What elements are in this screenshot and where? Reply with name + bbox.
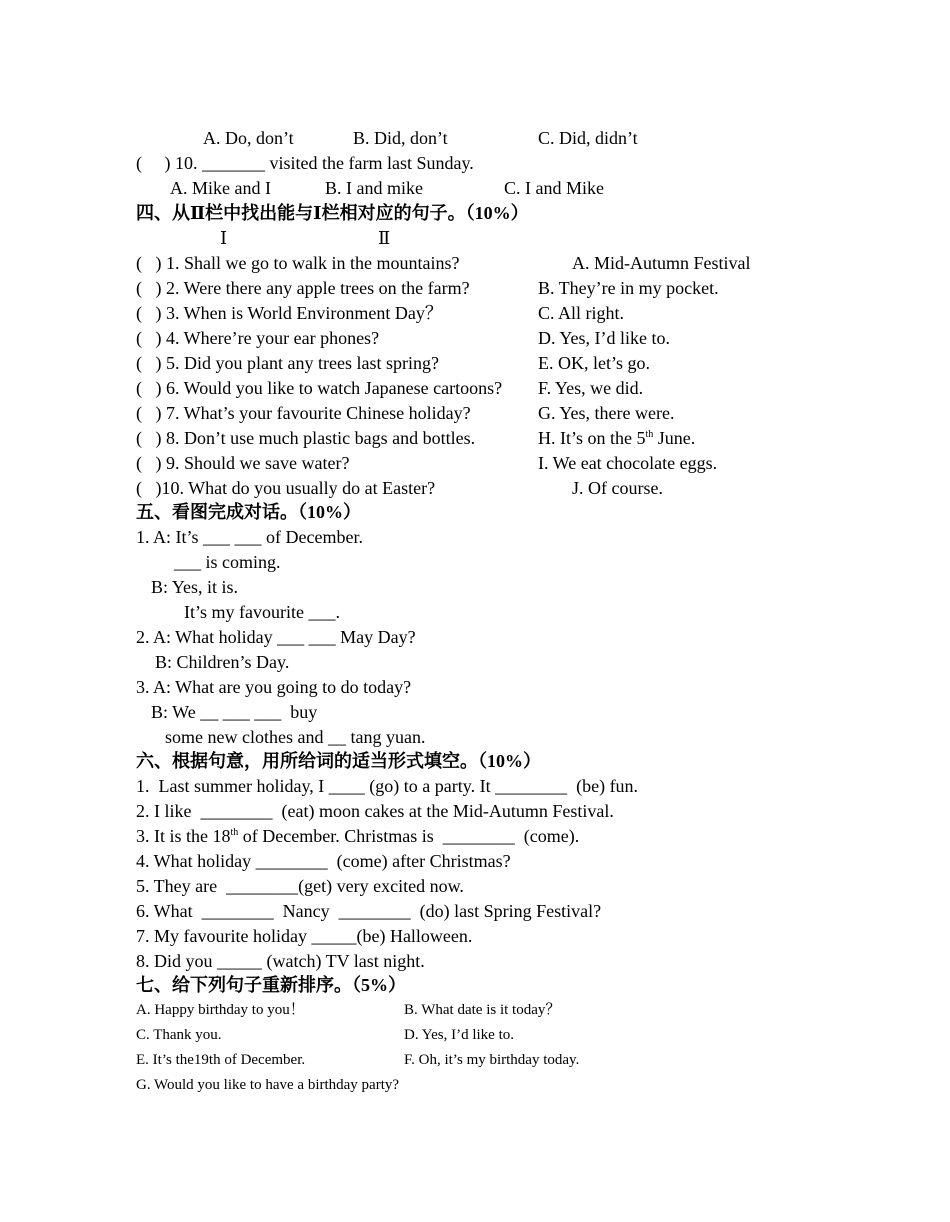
match-answer-h-tail: June. [653,428,696,448]
fill-blank-item-3-end: of December. Christmas is ________ (come). [238,826,580,846]
q10-stem: ( ) 10. _______ visited the farm last Sunday. [136,153,474,173]
dialog-line: 3. A: What are you going to do today? [136,677,412,697]
section4-heading: 四、从Ⅱ栏中找出能与Ⅰ栏相对应的句子。（10%） [136,203,529,223]
fill-blank-item: 5. They are ________(get) very excited now. [136,876,464,896]
reorder-sentence: A. Happy birthday to you！ [136,1002,305,1018]
reorder-sentence: E. It’s the19th of December. [136,1052,306,1068]
reorder-sentence: B. What date is it today？ [404,1002,561,1018]
match-answer: D. Yes, I’d like to. [538,328,671,348]
section6-heading: 六、根据句意，用所给词的适当形式填空。（10%） [136,751,541,771]
dialog-line: some new clothes and __ tang yuan. [165,727,426,747]
match-question: ( ) 1. Shall we go to walk in the mountains? [136,253,460,273]
dialog-line: B: We __ ___ ___ buy [151,702,318,722]
match-answer: F. Yes, we did. [538,378,644,398]
match-answer: C. All right. [538,303,625,323]
match-question: ( ) 6. Would you like to watch Japanese cartoons? [136,378,503,398]
reorder-sentence: D. Yes, I’d like to. [404,1027,515,1043]
dialog-line: ___ is coming. [174,552,281,572]
fill-blank-item: 6. What ________ Nancy ________ (do) last Spring Festival? [136,901,602,921]
fill-blank-item-3-start: 3. It is the 18 [136,826,231,846]
reorder-sentence: F. Oh, it’s my birthday today. [404,1052,580,1068]
reorder-sentence: G. Would you like to have a birthday party? [136,1077,400,1093]
match-question: ( ) 8. Don’t use much plastic bags and bottles. [136,428,476,448]
match-answer [538,427,695,449]
q9-option-a: A. Do, don’t [203,128,294,148]
section7-heading: 七、给下列句子重新排序。（5%） [136,975,406,995]
fill-blank-item: 7. My favourite holiday _____(be) Halloween. [136,926,473,946]
dialog-line: It’s my favourite ___. [184,602,340,622]
dialog-line: B: Yes, it is. [151,577,239,597]
dialog-line: B: Children’s Day. [155,652,290,672]
match-answer: A. Mid-Autumn Festival [572,253,751,273]
match-question: ( ) 3. When is World Environment Day？ [136,303,443,323]
reorder-sentence: C. Thank you. [136,1027,222,1043]
section4-column-2-label: Ⅱ [378,228,391,248]
match-question: ( ) 5. Did you plant any trees last spring? [136,353,439,373]
q9-option-b: B. Did, don’t [353,128,448,148]
fill-blank-item: 1. Last summer holiday, I ____ (go) to a party. It ________ (be) fun. [136,776,639,796]
section4-column-1-label: Ⅰ [220,228,228,248]
dialog-line: 2. A: What holiday ___ ___ May Day? [136,627,416,647]
match-question: ( ) 2. Were there any apple trees on the farm? [136,278,470,298]
match-answer: E. OK, let’s go. [538,353,650,373]
q10-option-c: C. I and Mike [504,178,604,198]
match-question: ( ) 4. Where’re your ear phones? [136,328,380,348]
q9-option-c: C. Did, didn’t [538,128,638,148]
match-answer: G. Yes, there were. [538,403,675,423]
ordinal-suffix: th [645,429,654,440]
match-answer: B. They’re in my pocket. [538,278,719,298]
section5-heading: 五、看图完成对话。（10%） [136,502,361,522]
q10-option-b: B. I and mike [325,178,423,198]
match-question: ( ) 7. What’s your favourite Chinese holiday? [136,403,471,423]
match-answer: I. We eat chocolate eggs. [538,453,718,473]
fill-blank-item: 8. Did you _____ (watch) TV last night. [136,951,425,971]
fill-blank-item: 4. What holiday ________ (come) after Christmas? [136,851,511,871]
fill-blank-item [136,825,579,847]
match-question: ( ) 9. Should we save water? [136,453,350,473]
q10-option-a: A. Mike and I [170,178,271,198]
fill-blank-item: 2. I like ________ (eat) moon cakes at the Mid-Autumn Festival. [136,801,614,821]
match-question: ( )10. What do you usually do at Easter? [136,478,436,498]
ordinal-suffix: th [230,827,239,838]
match-answer: J. Of course. [572,478,663,498]
dialog-line: 1. A: It’s ___ ___ of December. [136,527,363,547]
match-answer-h-text: H. It’s on the 5 [538,428,646,448]
